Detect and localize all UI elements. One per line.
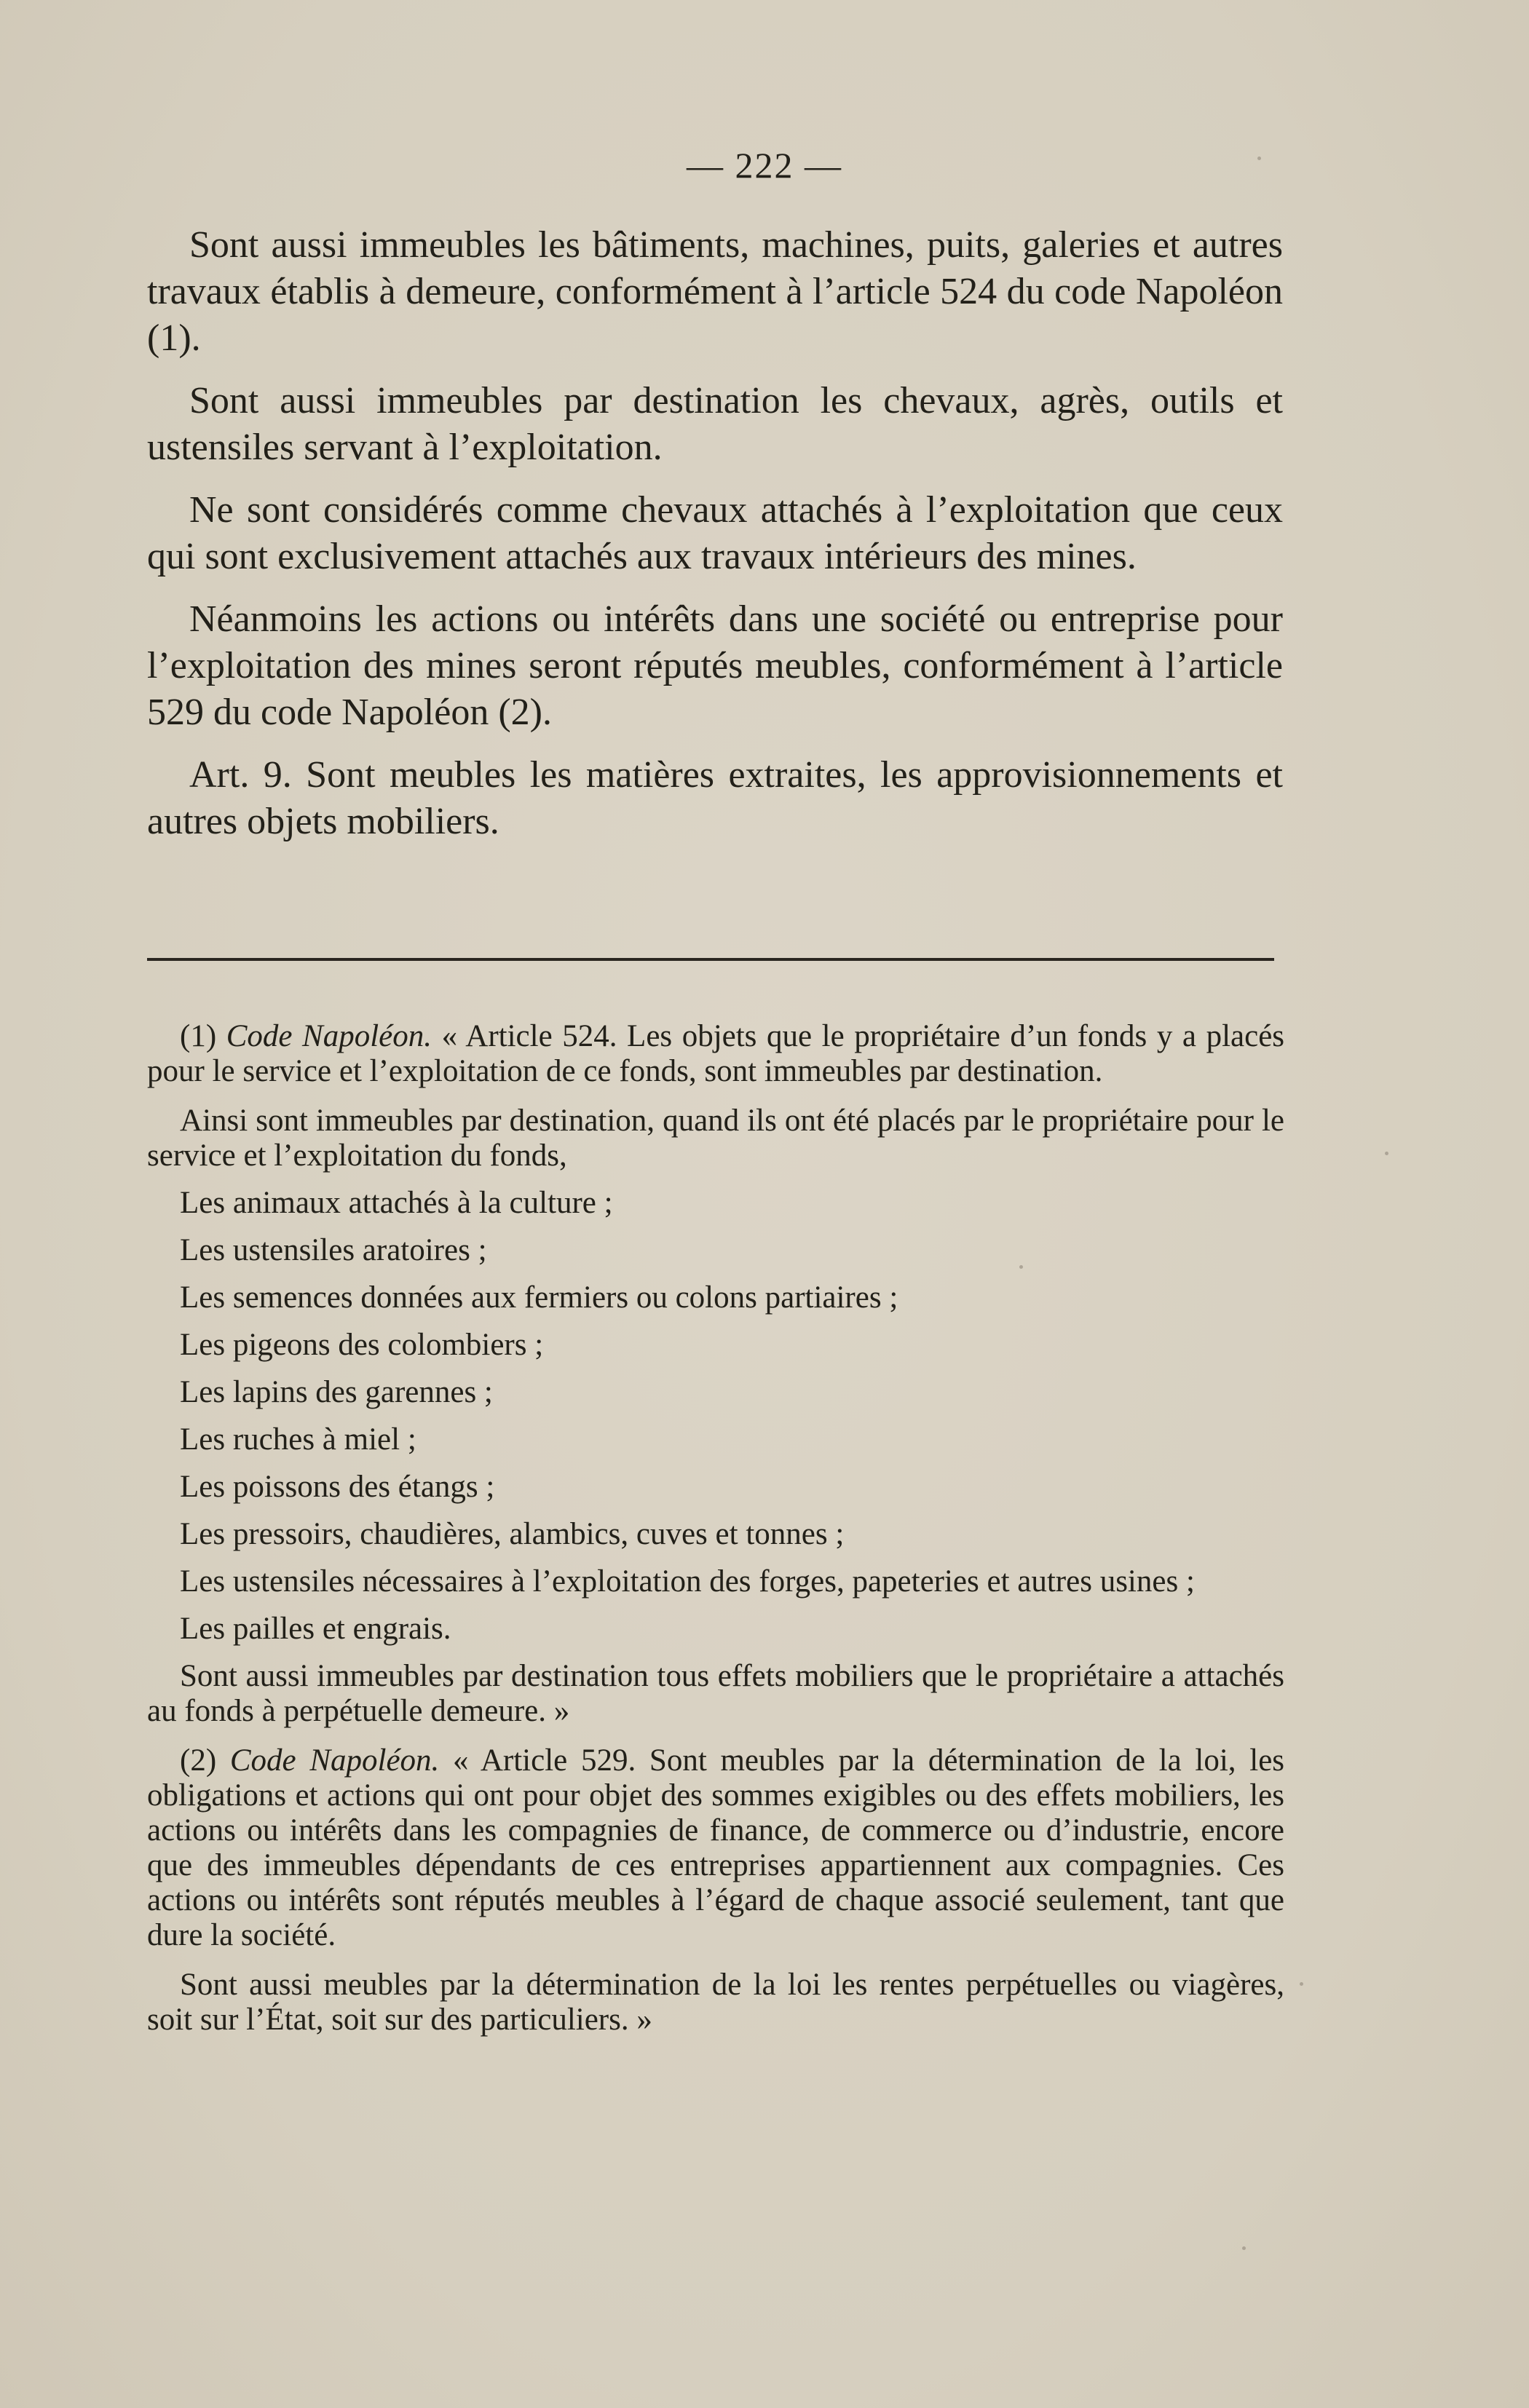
footnote-1-paragraph-3: Sont aussi immeubles par destination tous effets mobiliers que le propriétaire a attachés au fonds à perpétuelle demeure. » — [147, 1659, 1284, 1728]
footnote-separator — [147, 958, 1274, 961]
footnote-2-text: « Article 529. Sont meubles par la détermination de la loi, les obligations et actions qui ont pour objet des sommes exigibles ou des effets mobiliers, les actions ou intérêts dans les compagnies de finance, de commerce ou d’industrie, encore que des immeubles dépendants de ces entreprises appartiennent aux compagnies. Ces actions ou intérêts sont réputés meubles à l’égard de chaque associé seulement, tant que dure la société. — [147, 1743, 1285, 1952]
footnotes — [147, 1019, 1284, 2051]
list-item: Les ruches à miel ; — [180, 1422, 416, 1457]
list-item: Les pailles et engrais. — [180, 1612, 451, 1646]
list-item: Les lapins des garennes ; — [180, 1375, 493, 1409]
footnote-2-paragraph-2: Sont aussi meubles par la détermination de la loi les rentes perpétuelles ou viagères, soit sur l’État, soit sur des particuliers. » — [147, 1968, 1284, 2037]
page-number: — 222 — — [687, 145, 842, 186]
list-item: Les semences données aux fermiers ou colons partiaires ; — [180, 1280, 898, 1315]
paper-speck — [1242, 2246, 1246, 2250]
list-item: Les poissons des étangs ; — [180, 1470, 495, 1504]
footnote-1-text: « Article 524. Les objets que le propriétaire d’un fonds y a placés pour le service et l’exploitation de ce fonds, sont immeubles par destination. — [147, 1019, 1285, 1088]
list-item: Les animaux attachés à la culture ; — [180, 1186, 613, 1220]
paragraph-3: Ne sont considérés comme chevaux attachés à l’exploitation que ceux qui sont exclusivement attachés aux travaux intérieurs des mines. — [147, 489, 1283, 577]
list-item: Les pressoirs, chaudières, alambics, cuves et tonnes ; — [180, 1517, 845, 1551]
article-9-paragraph: Art. 9. Sont meubles les matières extraites, les approvisionnements et autres objets mobiliers. — [147, 754, 1283, 842]
list-item: Les ustensiles nécessaires à l’exploitation des forges, papeteries et autres usines ; — [180, 1564, 1195, 1599]
list-item: Les pigeons des colombiers ; — [180, 1328, 544, 1362]
paragraph-4: Néanmoins les actions ou intérêts dans une société ou entreprise pour l’exploitation des mines seront réputés meubles, conformément à l’article 529 du code Napoléon (2). — [147, 598, 1283, 733]
paragraph-1: Sont aussi immeubles les bâtiments, machines, puits, galeries et autres travaux établis à demeure, conformément à l’article 524 du code Napoléon (1). — [147, 224, 1283, 359]
footnote-2-source: Code Napoléon. — [229, 1743, 440, 1778]
paper-speck — [1385, 1152, 1388, 1155]
paper-speck — [1300, 1982, 1303, 1986]
paper-speck — [1257, 157, 1261, 160]
footnote-2-marker: (2) — [180, 1743, 217, 1778]
list-item: Les ustensiles aratoires ; — [180, 1233, 487, 1267]
footnote-2 — [147, 1743, 1284, 1953]
footnote-1-marker: (1) — [180, 1019, 217, 1053]
footnote-1-paragraph-2: Ainsi sont immeubles par destination, quand ils ont été placés par le propriétaire pour le service et l’exploitation du fonds, — [147, 1104, 1284, 1173]
paper-speck — [1019, 1265, 1023, 1269]
paragraph-2: Sont aussi immeubles par destination les chevaux, agrès, outils et ustensiles servant à l’exploitation. — [147, 380, 1283, 468]
footnote-1-source: Code Napoléon. — [226, 1019, 432, 1053]
footnote-1 — [147, 1019, 1284, 1089]
main-text — [147, 222, 1283, 861]
